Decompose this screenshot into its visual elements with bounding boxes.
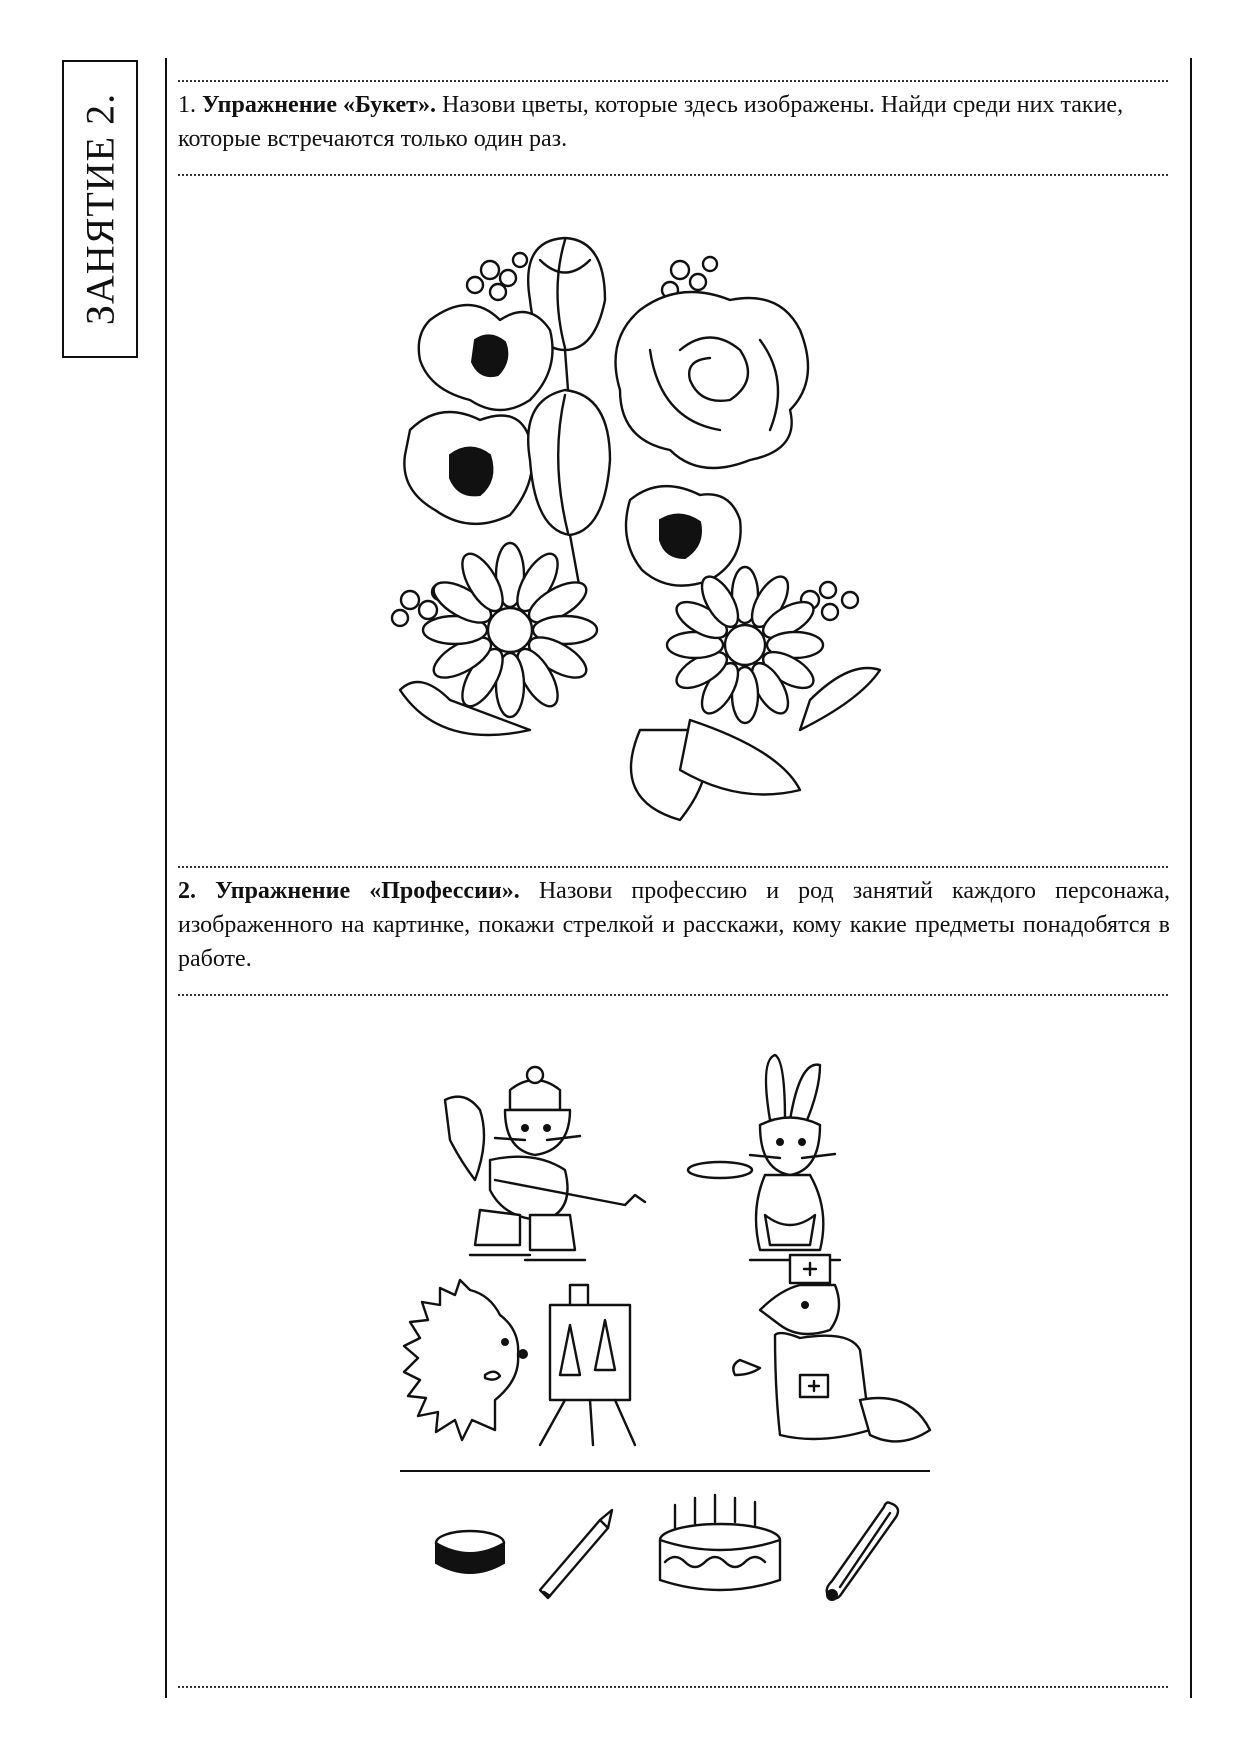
birthday-cake-icon xyxy=(650,1490,790,1600)
exercise-2 xyxy=(178,874,1170,976)
left-rule xyxy=(165,58,167,1698)
dotted-line-3 xyxy=(178,866,1168,868)
doctor-fox-icon xyxy=(720,1250,940,1460)
artist-hedgehog-icon xyxy=(400,1280,540,1450)
dotted-line-4 xyxy=(178,994,1168,996)
flower-bouquet-icon xyxy=(380,230,920,820)
exercise-2-text: Назови профессию и род занятий каждого персонажа, изображенного на картинке, покажи стрелкой и расскажи, кому какие предметы понадобятся в работе. xyxy=(178,878,1171,972)
exercise-1-text: Назови цветы, которые здесь изображены. Найди среди них такие, которые встречаются только один раз. xyxy=(178,92,1124,152)
exercise-1-number: 1 xyxy=(178,92,190,118)
tools-divider xyxy=(400,1470,930,1472)
dotted-line-1 xyxy=(178,80,1168,82)
hockey-puck-icon xyxy=(430,1525,510,1585)
lesson-label-box xyxy=(62,60,138,358)
right-rule xyxy=(1190,58,1192,1698)
exercise-2-title: Упражнение «Профессии». xyxy=(215,878,520,904)
exercise-2-number: 2. xyxy=(178,878,196,904)
thermometer-icon xyxy=(820,1495,910,1605)
easel-icon xyxy=(535,1285,655,1450)
pencil-icon xyxy=(530,1500,620,1600)
dotted-line-5 xyxy=(178,1686,1168,1688)
dotted-line-2 xyxy=(178,174,1168,176)
lesson-label: ЗАНЯТИЕ 2. xyxy=(77,92,123,326)
exercise-1-title: Упражнение «Букет». xyxy=(202,92,436,118)
waiter-rabbit-icon xyxy=(690,1050,870,1280)
hockey-player-cat-icon xyxy=(435,1070,655,1280)
exercise-1: 1. Упражнение «Букет». Назови цветы, которые здесь изображены. Найди среди них такие, которые встречаются только один раз. xyxy=(178,92,1124,152)
